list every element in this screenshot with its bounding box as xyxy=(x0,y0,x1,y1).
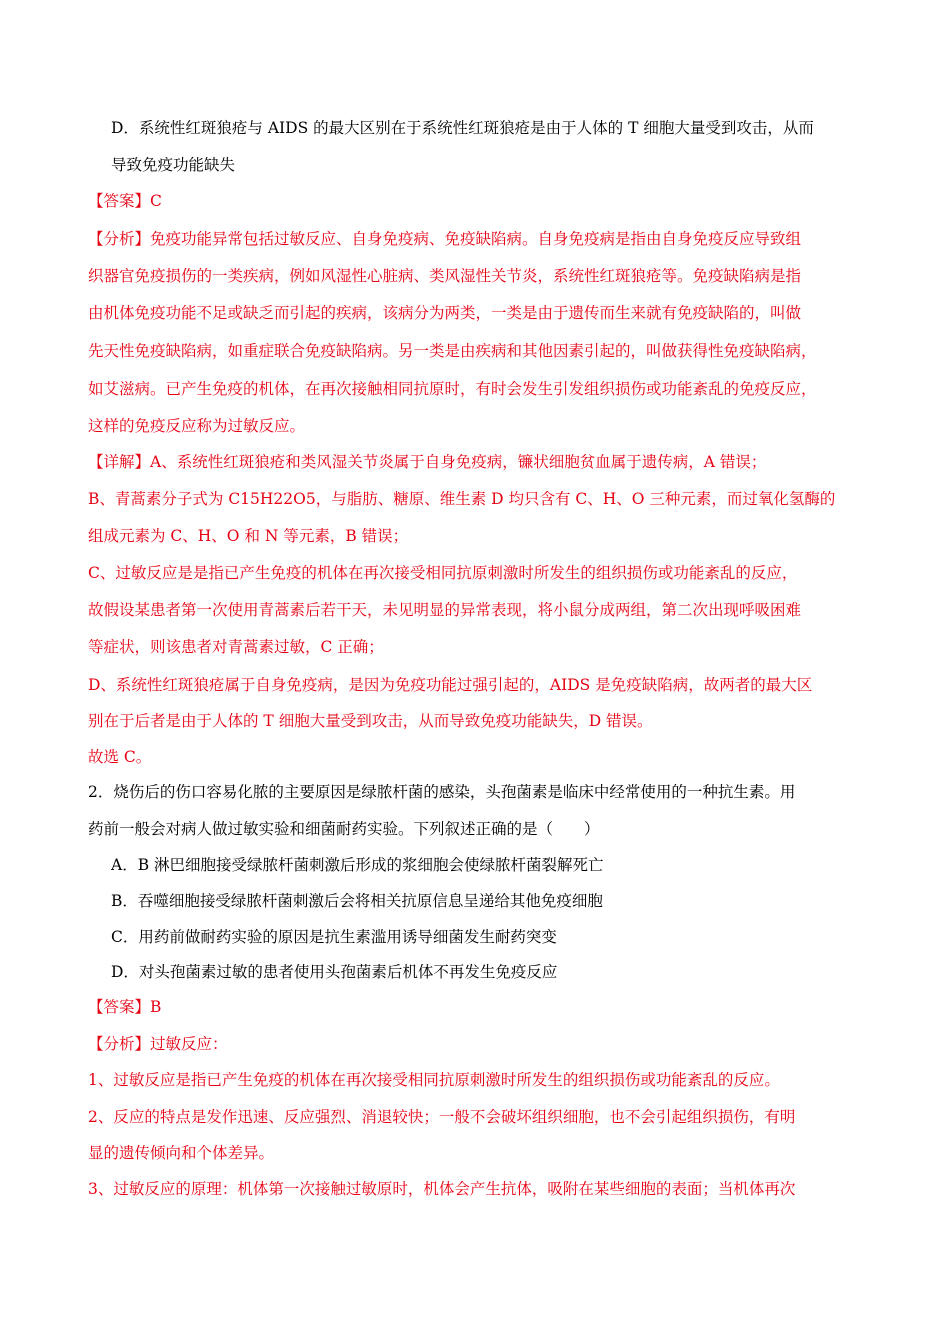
option-d: D．对头孢菌素过敏的患者使用头孢菌素后机体不再发生免疫反应 xyxy=(111,963,558,981)
analysis-1-line-5: 如艾滋病。已产生免疫的机体，在再次接触相同抗原时，有时会发生引发组织损伤或功能紊乱的免疫反应， xyxy=(88,380,817,398)
detail-1-line-5: 故假设某患者第一次使用青蒿素后若干天，未见明显的异常表现，将小鼠分成两组，第二次出现呼吸困难 xyxy=(88,601,802,619)
detail-1-line-7: D、系统性红斑狼疮属于自身免疫病，是因为免疫功能过强引起的，AIDS 是免疫缺陷病，故两者的最大区 xyxy=(88,676,813,694)
question-2-line-2: 药前一般会对病人做过敏实验和细菌耐药实验。下列叙述正确的是（ ） xyxy=(88,820,600,838)
analysis-2-point-1: 1、过敏反应是指已产生免疫的机体在再次接受相同抗原刺激时所发生的组织损伤或功能紊乱的反应。 xyxy=(88,1071,780,1089)
analysis-1-line-6: 这样的免疫反应称为过敏反应。 xyxy=(88,417,306,435)
detail-1-line-3: 组成元素为 C、H、O 和 N 等元素，B 错误； xyxy=(88,527,409,545)
analysis-1-line-3: 由机体免疫功能不足或缺乏而引起的疾病，该病分为两类，一类是由于遗传而生来就有免疫缺陷的，叫做 xyxy=(88,304,802,322)
analysis-2-heading: 【分析】过敏反应： xyxy=(88,1035,228,1053)
detail-1-line-4: C、过敏反应是是指已产生免疫的机体在再次接受相同抗原刺激时所发生的组织损伤或功能紊乱的反应， xyxy=(88,564,798,582)
detail-1-line-6: 等症状，则该患者对青蒿素过敏，C 正确； xyxy=(88,638,384,656)
analysis-1-line-1: 【分析】免疫功能异常包括过敏反应、自身免疫病、免疫缺陷病。自身免疫病是指由自身免疫反应导致组 xyxy=(88,230,802,248)
answer-2: 【答案】B xyxy=(88,998,162,1016)
analysis-1-line-4: 先天性免疫缺陷病，如重症联合免疫缺陷病。另一类是由疾病和其他因素引起的，叫做获得性免疫缺陷病， xyxy=(88,342,817,360)
detail-1-line-1: 【详解】A、系统性红斑狼疮和类风湿关节炎属于自身免疫病，镰状细胞贫血属于遗传病，A 错误； xyxy=(88,453,767,471)
question-2-line-1: 2．烧伤后的伤口容易化脓的主要原因是绿脓杆菌的感染，头孢菌素是临床中经常使用的一种抗生素。用 xyxy=(88,783,796,801)
analysis-1-line-2: 织器官免疫损伤的一类疾病，例如风湿性心脏病、类风湿性关节炎，系统性红斑狼疮等。免疫缺陷病是指 xyxy=(88,267,802,285)
option-b: B．吞噬细胞接受绿脓杆菌刺激后会将相关抗原信息呈递给其他免疫细胞 xyxy=(111,892,603,910)
answer-1: 【答案】C xyxy=(88,192,162,210)
option-c: C．用药前做耐药实验的原因是抗生素滥用诱导细菌发生耐药突变 xyxy=(111,928,557,946)
analysis-2-point-2-line-1: 2、反应的特点是发作迅速、反应强烈、消退较快；一般不会破坏组织细胞，也不会引起组织损伤，有明 xyxy=(88,1108,796,1126)
analysis-2-point-2-line-2: 显的遗传倾向和个体差异。 xyxy=(88,1144,275,1162)
conclusion-1: 故选 C。 xyxy=(88,748,152,766)
option-d-line-1: D．系统性红斑狼疮与 AIDS 的最大区别在于系统性红斑狼疮是由于人体的 T 细胞大量受到攻击，从而 xyxy=(111,119,814,137)
detail-1-line-8: 别在于后者是由于人体的 T 细胞大量受到攻击，从而导致免疫功能缺失，D 错误。 xyxy=(88,712,653,730)
detail-1-line-2: B、青蒿素分子式为 C15H22O5，与脂肪、糖原、维生素 D 均只含有 C、H、O 三种元素，而过氧化氢酶的 xyxy=(88,490,836,508)
option-a: A．B 淋巴细胞接受绿脓杆菌刺激后形成的浆细胞会使绿脓杆菌裂解死亡 xyxy=(111,856,604,874)
option-d-line-2: 导致免疫功能缺失 xyxy=(111,156,236,174)
analysis-2-point-3: 3、过敏反应的原理：机体第一次接触过敏原时，机体会产生抗体，吸附在某些细胞的表面；当机体再次 xyxy=(88,1180,796,1198)
